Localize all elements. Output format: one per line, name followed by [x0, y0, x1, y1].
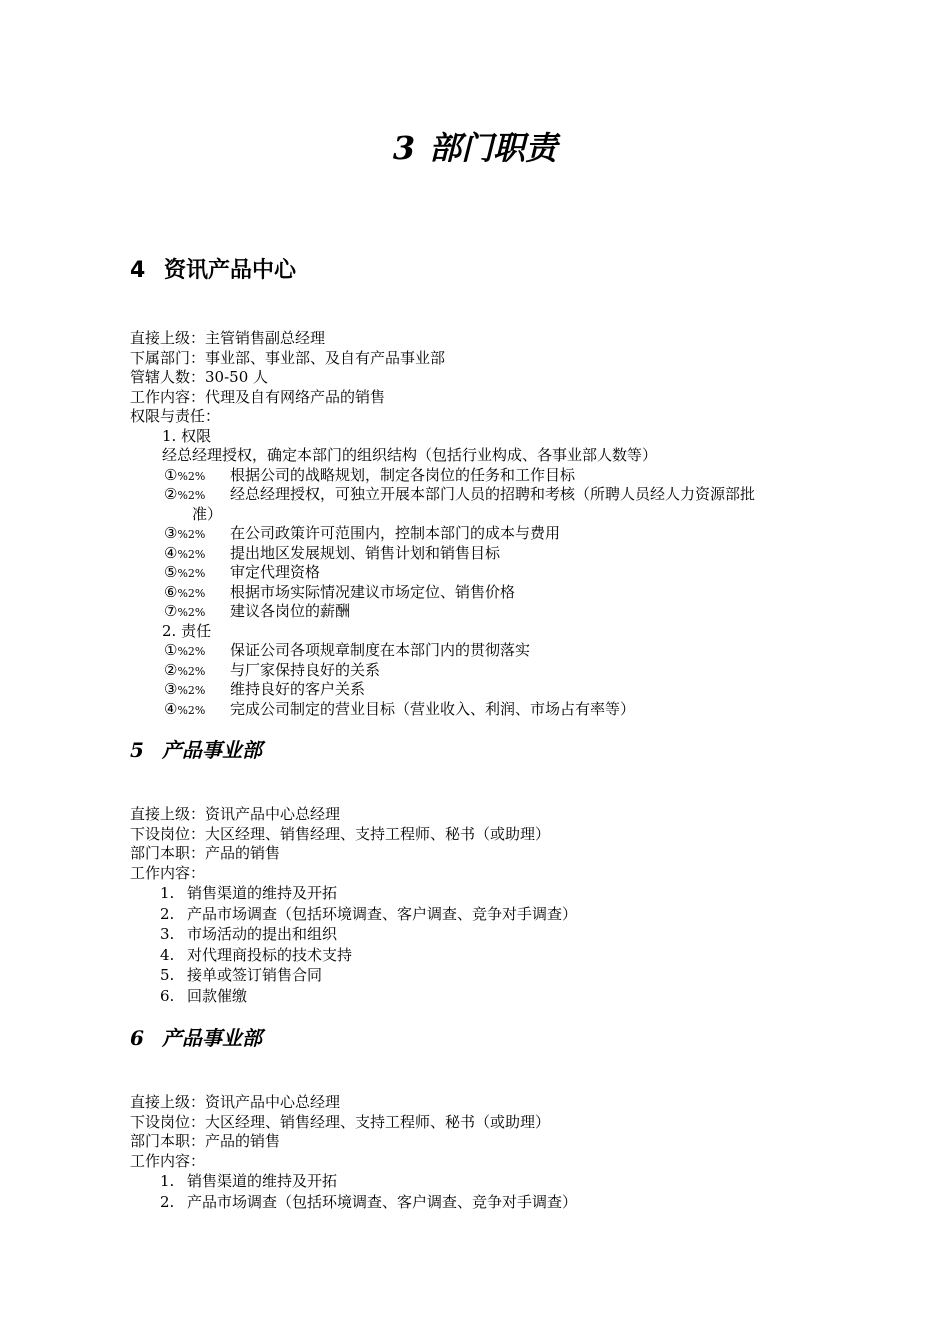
responsibility-title: 2. 责任 [162, 621, 212, 640]
item-text: 维持良好的客户关系 [230, 680, 366, 698]
section-5-body [130, 805, 850, 1006]
info-line: 工作内容： [130, 863, 206, 882]
task-text: 产品市场调查（包括环境调查、客户调查、竞争对手调查） [187, 1192, 578, 1211]
task-text: 销售渠道的维持及开拓 [187, 884, 338, 902]
item-text: 经总经理授权，可独立开展本部门人员的招聘和考核（所聘人员经人力资源部批 [230, 485, 756, 503]
item-marker: ② [164, 485, 178, 503]
item-text: 在公司政策许可范围内，控制本部门的成本与费用 [230, 524, 561, 542]
item-text: 建议各岗位的薪酬 [230, 602, 351, 620]
task-text: 销售渠道的维持及开拓 [187, 1172, 338, 1190]
authority-item [130, 485, 850, 524]
section-6-body [130, 1093, 850, 1212]
item-code: %2% [177, 547, 206, 561]
item-text: 根据公司的战略规划，制定各岗位的任务和工作目标 [230, 465, 576, 484]
authority-item [130, 563, 850, 583]
item-marker: ① [164, 465, 178, 484]
task-number: 6. [160, 986, 175, 1005]
task-item [130, 965, 850, 986]
info-line: 下属部门：事业部、事业部、及自有产品事业部 [130, 348, 446, 367]
responsibility-item [130, 661, 850, 681]
task-number: 1. [160, 1172, 175, 1190]
item-text: 提出地区发展规划、销售计划和销售目标 [230, 543, 501, 562]
item-code: %2% [177, 567, 206, 580]
task-text: 产品市场调查（包括环境调查、客户调查、竞争对手调查） [187, 904, 578, 923]
task-item [130, 986, 850, 1007]
item-text: 根据市场实际情况建议市场定位、销售价格 [230, 582, 516, 601]
item-text: 保证公司各项规章制度在本部门内的贯彻落实 [230, 641, 531, 659]
authority-item [130, 602, 850, 622]
task-text: 对代理商投标的技术支持 [187, 945, 353, 964]
info-line: 权限与责任： [130, 407, 221, 425]
task-item [130, 945, 850, 966]
item-code: %2% [177, 469, 206, 483]
item-code: %2% [177, 645, 206, 658]
item-text: 审定代理资格 [230, 563, 321, 581]
task-number: 2. [160, 1192, 175, 1211]
authority-intro: 经总经理授权，确定本部门的组织结构（包括行业构成、各事业部人数等） [162, 446, 658, 464]
page-title [0, 126, 950, 170]
info-line: 下设岗位：大区经理、销售经理、支持工程师、秘书（或助理） [130, 824, 551, 843]
item-marker: ① [164, 641, 178, 659]
task-text: 市场活动的提出和组织 [187, 925, 338, 943]
info-line: 管辖人数：30-50 人 [130, 368, 269, 386]
info-line: 下设岗位：大区经理、销售经理、支持工程师、秘书（或助理） [130, 1112, 551, 1131]
task-number: 5. [160, 966, 175, 984]
info-line: 直接上级：主管销售副总经理 [130, 329, 326, 347]
title-text: 部门职责 [429, 129, 558, 167]
section-4-body [130, 329, 850, 719]
task-item [130, 1192, 850, 1213]
item-code: %2% [177, 684, 206, 697]
item-text: 完成公司制定的营业目标（营业收入、利润、市场占有率等） [230, 699, 636, 718]
section-6-heading [130, 1024, 262, 1052]
info-line: 工作内容：代理及自有网络产品的销售 [130, 387, 386, 406]
section-number: 6 [130, 1026, 144, 1050]
task-text: 接单或签订销售合同 [187, 966, 323, 984]
title-number: 3 [392, 129, 416, 167]
item-marker: ③ [164, 524, 178, 542]
responsibility-item [130, 700, 850, 720]
task-item [130, 883, 850, 904]
info-line: 直接上级：资讯产品中心总经理 [130, 1093, 341, 1111]
item-text-continued: 准） [192, 504, 223, 523]
section-number: 4 [130, 258, 146, 283]
task-item [130, 924, 850, 945]
section-title: 资讯产品中心 [164, 258, 297, 283]
item-code: %2% [177, 606, 206, 619]
task-item [130, 1171, 850, 1192]
item-code: %2% [177, 703, 206, 717]
section-title: 产品事业部 [162, 1026, 262, 1050]
item-marker: ④ [164, 699, 178, 718]
item-code: %2% [177, 664, 206, 678]
authority-item [130, 544, 850, 564]
responsibility-item [130, 680, 850, 700]
item-text: 与厂家保持良好的关系 [230, 660, 381, 679]
task-item [130, 904, 850, 925]
item-code: %2% [177, 586, 206, 600]
section-number: 5 [130, 738, 144, 762]
item-code: %2% [177, 489, 206, 502]
item-marker: ② [164, 660, 178, 679]
authority-item [130, 583, 850, 603]
task-number: 1. [160, 884, 175, 902]
info-line: 部门本职：产品的销售 [130, 844, 281, 862]
authority-title: 1. 权限 [162, 426, 212, 445]
section-title: 产品事业部 [162, 738, 262, 762]
item-marker: ④ [164, 543, 178, 562]
info-line: 工作内容： [130, 1151, 206, 1170]
item-marker: ⑥ [164, 582, 178, 601]
task-number: 3. [160, 925, 175, 943]
task-text: 回款催缴 [187, 986, 248, 1005]
item-code: %2% [177, 528, 206, 541]
authority-item [130, 466, 850, 486]
item-marker: ③ [164, 680, 178, 698]
task-number: 4. [160, 945, 175, 964]
responsibility-item [130, 641, 850, 661]
item-marker: ⑤ [164, 563, 178, 581]
authority-item [130, 524, 850, 544]
item-marker: ⑦ [164, 602, 178, 620]
section-5-heading [130, 736, 262, 764]
info-line: 部门本职：产品的销售 [130, 1132, 281, 1150]
task-number: 2. [160, 904, 175, 923]
section-4-heading [130, 256, 296, 286]
info-line: 直接上级：资讯产品中心总经理 [130, 805, 341, 823]
